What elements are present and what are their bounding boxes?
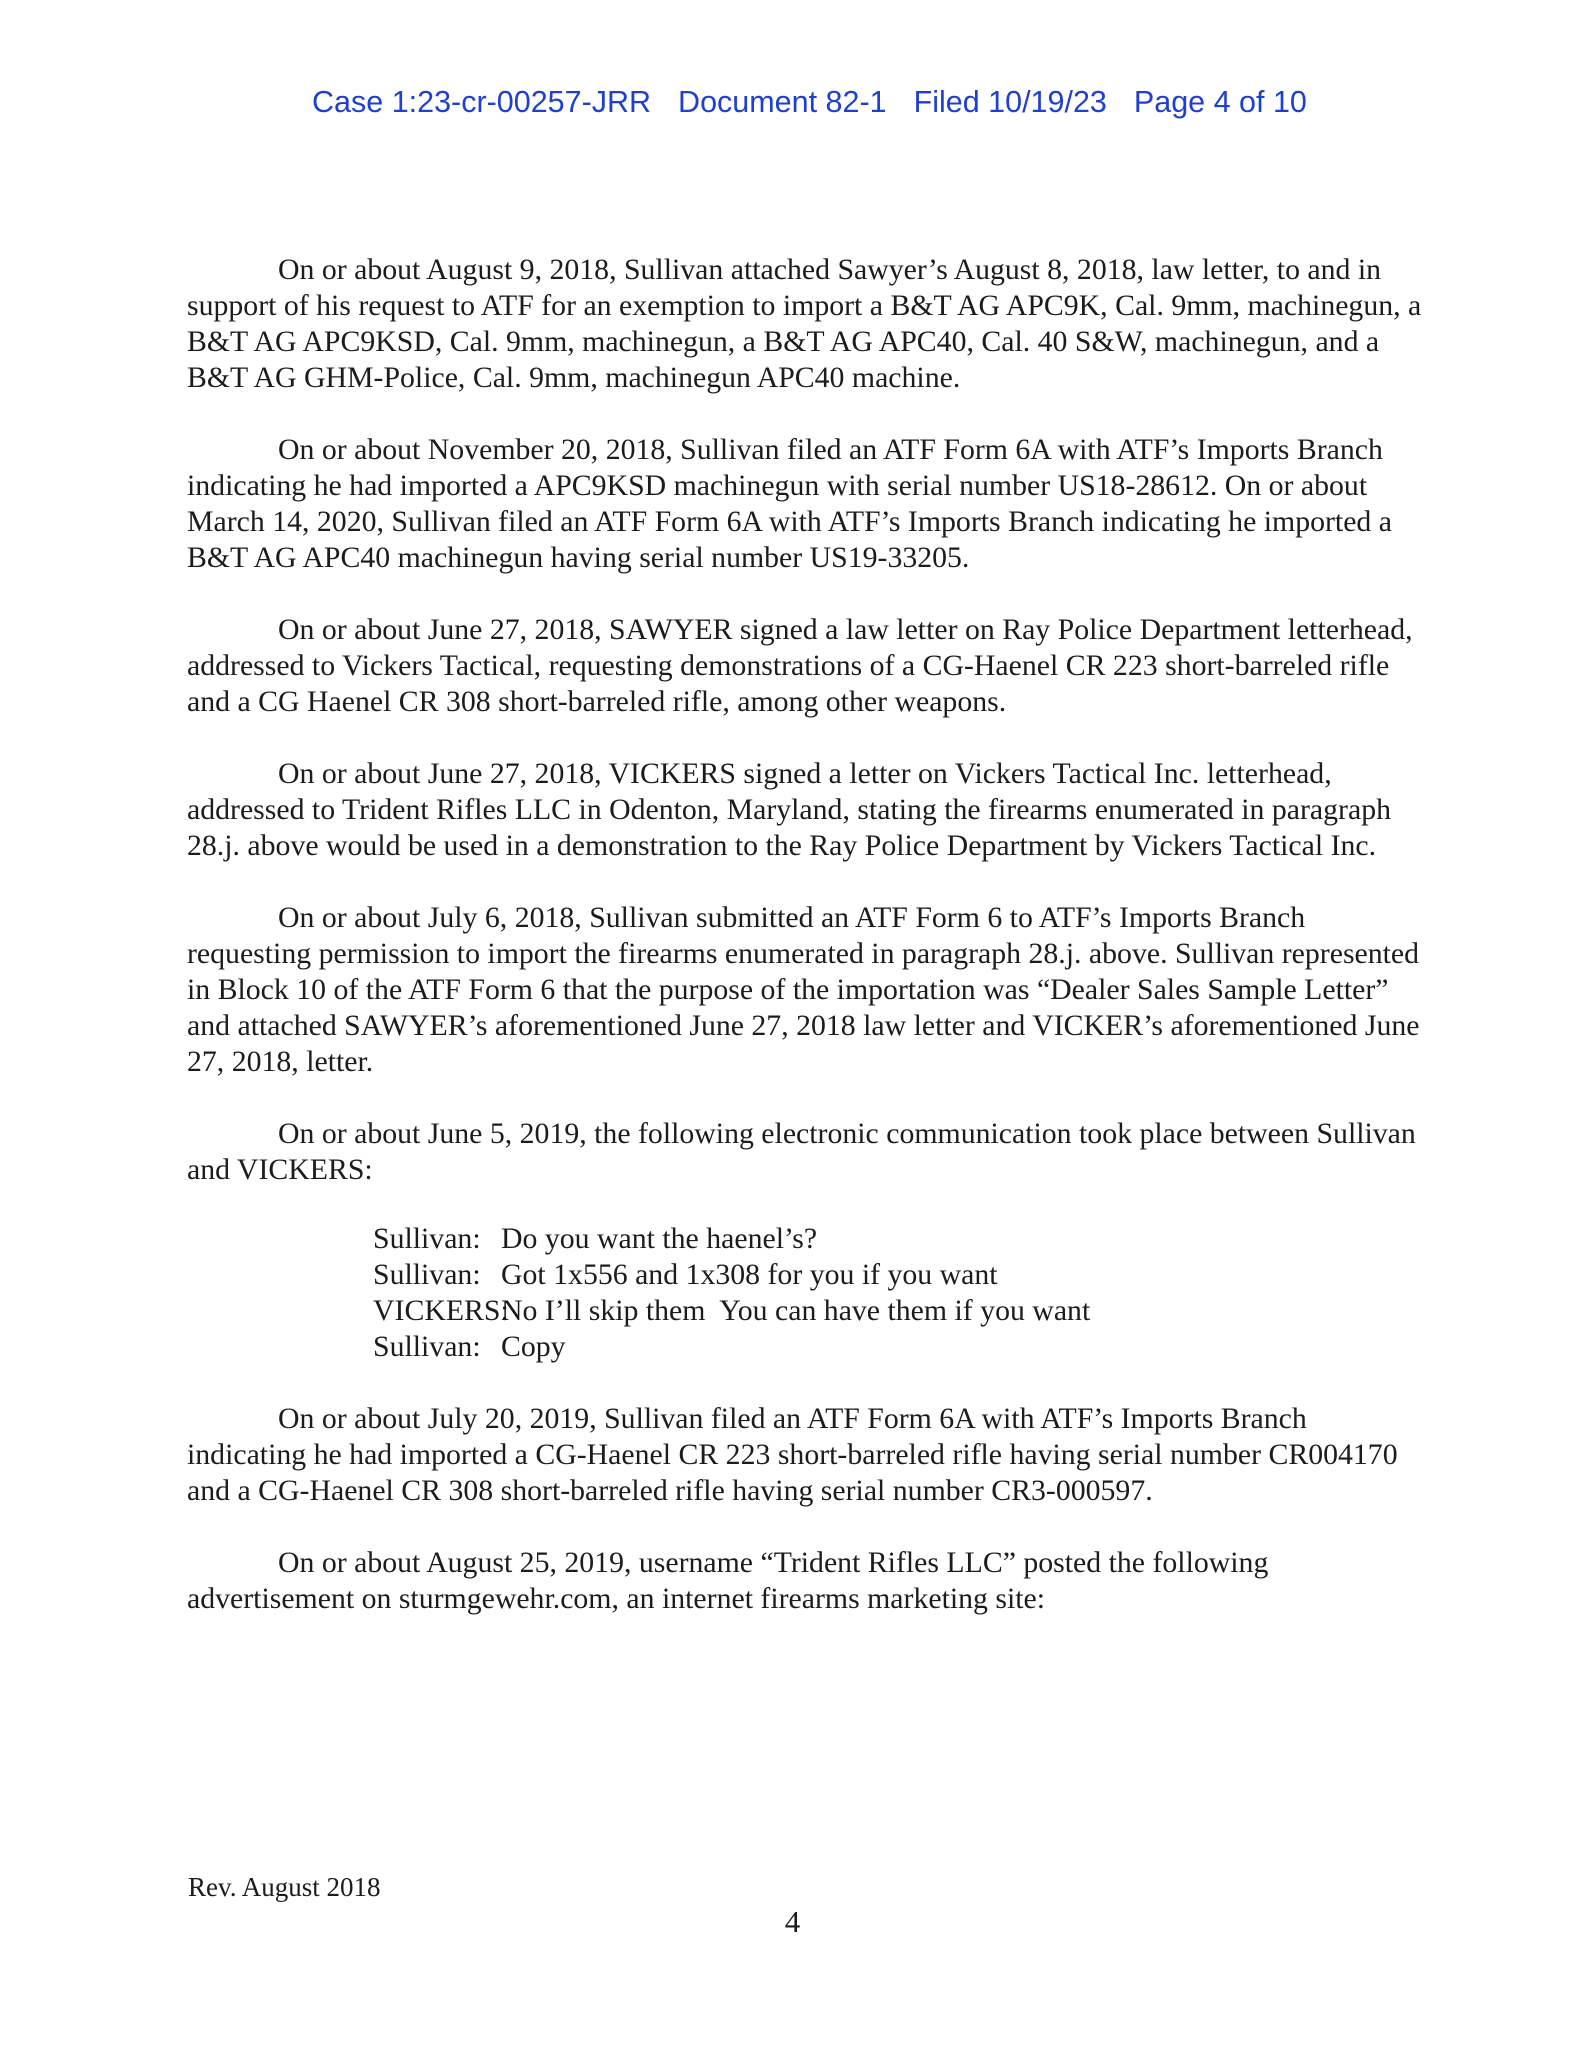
chat-line — [373, 1293, 1427, 1329]
paragraph: On or about June 5, 2019, the following electronic communication took place between Sullivan and VICKERS: — [187, 1117, 1416, 1186]
page-count: Page 4 of 10 — [1133, 85, 1307, 119]
chat-message: Copy — [501, 1330, 566, 1363]
chat-message: Do you want the haenel’s? — [501, 1222, 818, 1255]
chat-transcript — [373, 1221, 1427, 1365]
page-number: 4 — [784, 1904, 801, 1939]
chat-message: No I’ll skip them You can have them if you want — [501, 1294, 1091, 1327]
paragraph: On or about August 25, 2019, username “Trident Rifles LLC” posted the following advertisement on sturmgewehr.com, an internet firearms marketing site: — [187, 1546, 1269, 1615]
document-body — [187, 252, 1427, 1653]
filed-date: Filed 10/19/23 — [913, 85, 1107, 119]
chat-speaker: Sullivan: — [373, 1222, 481, 1255]
chat-speaker: Sullivan: — [373, 1330, 481, 1363]
case-number: Case 1:23-cr-00257-JRR — [312, 85, 652, 119]
ecf-header — [0, 50, 1585, 155]
paragraph: On or about July 20, 2019, Sullivan filed an ATF Form 6A with ATF’s Imports Branch indicating he had imported a CG-Haenel CR 223 short-barreled rifle having serial number CR004170 and a CG-Haenel CR 308 short-barreled rifle having serial number CR3-000597. — [187, 1402, 1398, 1507]
chat-speaker: VICKERS: — [373, 1294, 509, 1327]
chat-speaker: Sullivan: — [373, 1258, 481, 1291]
chat-line — [373, 1329, 1427, 1365]
document-number: Document 82-1 — [678, 85, 887, 119]
paragraph: On or about June 27, 2018, VICKERS signed a letter on Vickers Tactical Inc. letterhead, addressed to Trident Rifles LLC in Odenton, Maryland, stating the firearms enumerated in paragraph 28.j. above would be used in a demonstration to the Ray Police Department by Vickers Tactical Inc. — [187, 757, 1391, 862]
revision-footer: Rev. August 2018 — [188, 1872, 381, 1902]
paragraph: On or about November 20, 2018, Sullivan filed an ATF Form 6A with ATF’s Imports Branch indicating he had imported a APC9KSD machinegun with serial number US18-28612. On or about March 14, 2020, Sullivan filed an ATF Form 6A with ATF’s Imports Branch indicating he imported a B&T AG APC40 machinegun having serial number US19-33205. — [187, 433, 1392, 574]
chat-line — [373, 1221, 1427, 1257]
paragraph: On or about June 27, 2018, SAWYER signed a law letter on Ray Police Department letterhead, addressed to Vickers Tactical, requesting demonstrations of a CG-Haenel CR 223 short-barreled rifle and a CG Haenel CR 308 short-barreled rifle, among other weapons. — [187, 613, 1413, 718]
chat-message: Got 1x556 and 1x308 for you if you want — [501, 1258, 998, 1291]
paragraph: On or about August 9, 2018, Sullivan attached Sawyer’s August 8, 2018, law letter, to and in support of his request to ATF for an exemption to import a B&T AG APC9K, Cal. 9mm, machinegun, a B&T AG APC9KSD, Cal. 9mm, machinegun, a B&T AG APC40, Cal. 40 S&W, machinegun, and a B&T AG GHM-Police, Cal. 9mm, machinegun APC40 machine. — [187, 253, 1422, 394]
chat-line — [373, 1257, 1427, 1293]
paragraph: On or about July 6, 2018, Sullivan submitted an ATF Form 6 to ATF’s Imports Branch requesting permission to import the firearms enumerated in paragraph 28.j. above. Sullivan represented in Block 10 of the ATF Form 6 that the purpose of the importation was “Dealer Sales Sample Letter” and attached SAWYER’s aforementioned June 27, 2018 law letter and VICKER’s aforementioned June 27, 2018, letter. — [187, 901, 1420, 1078]
